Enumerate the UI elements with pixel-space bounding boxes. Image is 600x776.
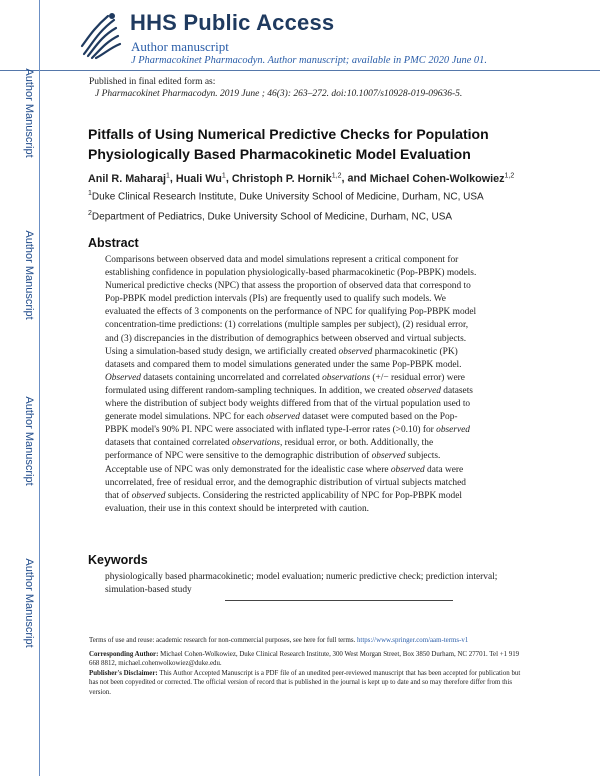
author-name: Michael Cohen-Wolkowiez$^{1,2}$ bbox=[369, 172, 515, 185]
abstract-line: uncorrelated, free of residual error, and the demographic distribution of virtual subjects matched bbox=[105, 477, 466, 488]
abstract-heading: Abstract bbox=[88, 236, 139, 250]
abstract-line: formulated using different random-sampling techniques. In addition, we created observed datasets bbox=[105, 385, 473, 396]
gutter-label: Author Manuscript bbox=[23, 68, 35, 158]
publisher-disclaimer: Publisher's Disclaimer: This Author Accepted Manuscript is a PDF file of an unedited peer-reviewed manuscript that has been accepted for publication but has not been copyedited or corrected. The official version of record that is published in the journal is kept up to date and so may therefore differ from this version. bbox=[89, 669, 521, 696]
abstract-line: and (3) discrepancies in the distribution of demographics between observed and virtual subjects. bbox=[105, 333, 467, 344]
author-manuscript-subtitle: Author manuscript bbox=[131, 39, 229, 54]
article-title: Pitfalls of Using Numerical Predictive Checks for Population Physiologically Based Pharmacokinetic Model Evaluation bbox=[88, 126, 489, 162]
header-divider bbox=[0, 70, 600, 71]
abstract-line: that of observed subjects. Considering the restricted applicability of NPC for Pop-PBPK model bbox=[105, 490, 462, 501]
abstract-line: performance of NPC were sensitive to the demographic distribution of observed subjects. bbox=[105, 451, 441, 462]
abstract-body bbox=[105, 254, 537, 516]
section-rule bbox=[225, 600, 453, 601]
abstract-line: Pop-PBPK model prediction intervals (PIs) are frequently used to qualify such models. We bbox=[105, 294, 446, 305]
author-list: Anil R. Maharaj$^1$, Huali Wu$^1$, Christoph P. Hornik$^{1,2}$, and Michael Cohen-Wolkowiez$^{1,2}$ bbox=[88, 172, 515, 185]
author-name: Christoph P. Hornik$^{1,2}$ bbox=[231, 172, 342, 185]
abstract-line: where the distribution of subject body weights differed from that of the virtual population used to bbox=[105, 399, 471, 410]
gutter-divider bbox=[39, 0, 40, 776]
keywords-text: physiologically based pharmacokinetic; model evaluation; numeric predictive check; prediction interval; simulation-based study bbox=[105, 572, 498, 595]
abstract-line: Observed datasets containing uncorrelated and correlated observations (+/− residual error) were bbox=[105, 372, 465, 383]
abstract-line: concentration-time predictions: (1) correlations (multiple samples per subject), (2) residual error, bbox=[105, 320, 469, 331]
abstract-line: datasets and compared them to model simulations generated under the same Pop-PBPK model. bbox=[105, 359, 462, 370]
abstract-line: Numerical predictive checks (NPC) that assess the proportion of observed data that correspond to bbox=[105, 281, 471, 292]
terms-note: Terms of use and reuse: academic research for non-commercial purposes, see here for full terms. https://www.springer.com/aam-terms-v1 bbox=[89, 637, 469, 644]
abstract-line: Using a simulation-based study design, we artificially created observed pharmacokinetic (PK) bbox=[105, 346, 458, 357]
journal-availability-line: J Pharmacokinet Pharmacodyn. Author manuscript; available in PMC 2020 June 01. bbox=[131, 55, 487, 66]
hhs-public-access-title: HHS Public Access bbox=[130, 10, 335, 35]
author-name: Anil R. Maharaj$^1$ bbox=[88, 172, 170, 185]
abstract-line: Acceptable use of NPC was only demonstrated for the idealistic case where observed data were bbox=[105, 464, 464, 475]
affiliation-1: $^1$Duke Clinical Research Institute, Duke University School of Medicine, Durham, NC, USA bbox=[88, 190, 484, 203]
abstract-line: evaluation, their use in this context should be interpreted with caution. bbox=[105, 503, 369, 514]
abstract-line: evaluated the effects of 3 components on the performance of NPC for qualifying Pop-PBPK model bbox=[105, 307, 477, 318]
affiliation-2: $^2$Department of Pediatrics, Duke University School of Medicine, Durham, NC, USA bbox=[88, 210, 453, 223]
terms-link[interactable]: https://www.springer.com/aam-terms-v1 bbox=[356, 637, 469, 644]
corresponding-author-note: Corresponding Author: Michael Cohen-Wolkowiez, Duke Clinical Research Institute, 300 West Morgan Street, Box 3850 Durham, NC 27701. Tel +1 919 668 8812, michael.cohenwolkowiez@duke.edu. bbox=[89, 650, 520, 668]
abstract-line: generate model simulations. NPC for each observed dataset were computed based on the Pop- bbox=[105, 412, 458, 423]
hhs-eagle-logo-icon bbox=[74, 6, 122, 66]
abstract-line: establishing confidence in population physiologically-based pharmacokinetic (Pop-PBPK) models. bbox=[105, 268, 477, 279]
author-name: Huali Wu$^1$ bbox=[175, 172, 226, 185]
abstract-line: datasets that contained correlated observations, residual error, or both. Additionally, the bbox=[105, 438, 434, 449]
abstract-line: PBPK model's 90% PI. NPC were associated with inflated type-I-error rates (>0.10) for observed bbox=[105, 425, 470, 436]
gutter-label: Author Manuscript bbox=[23, 230, 35, 320]
published-label: Published in final edited form as: bbox=[89, 77, 216, 87]
footnotes bbox=[89, 636, 527, 698]
abstract-line: Comparisons between observed data and model simulations represent a critical component for bbox=[105, 255, 459, 265]
keywords-heading: Keywords bbox=[88, 553, 148, 567]
gutter-label: Author Manuscript bbox=[23, 558, 35, 648]
gutter-label: Author Manuscript bbox=[23, 396, 35, 486]
published-citation: J Pharmacokinet Pharmacodyn. 2019 June ; 46(3): 263–272. doi:10.1007/s10928-019-09636-5. bbox=[95, 89, 463, 99]
